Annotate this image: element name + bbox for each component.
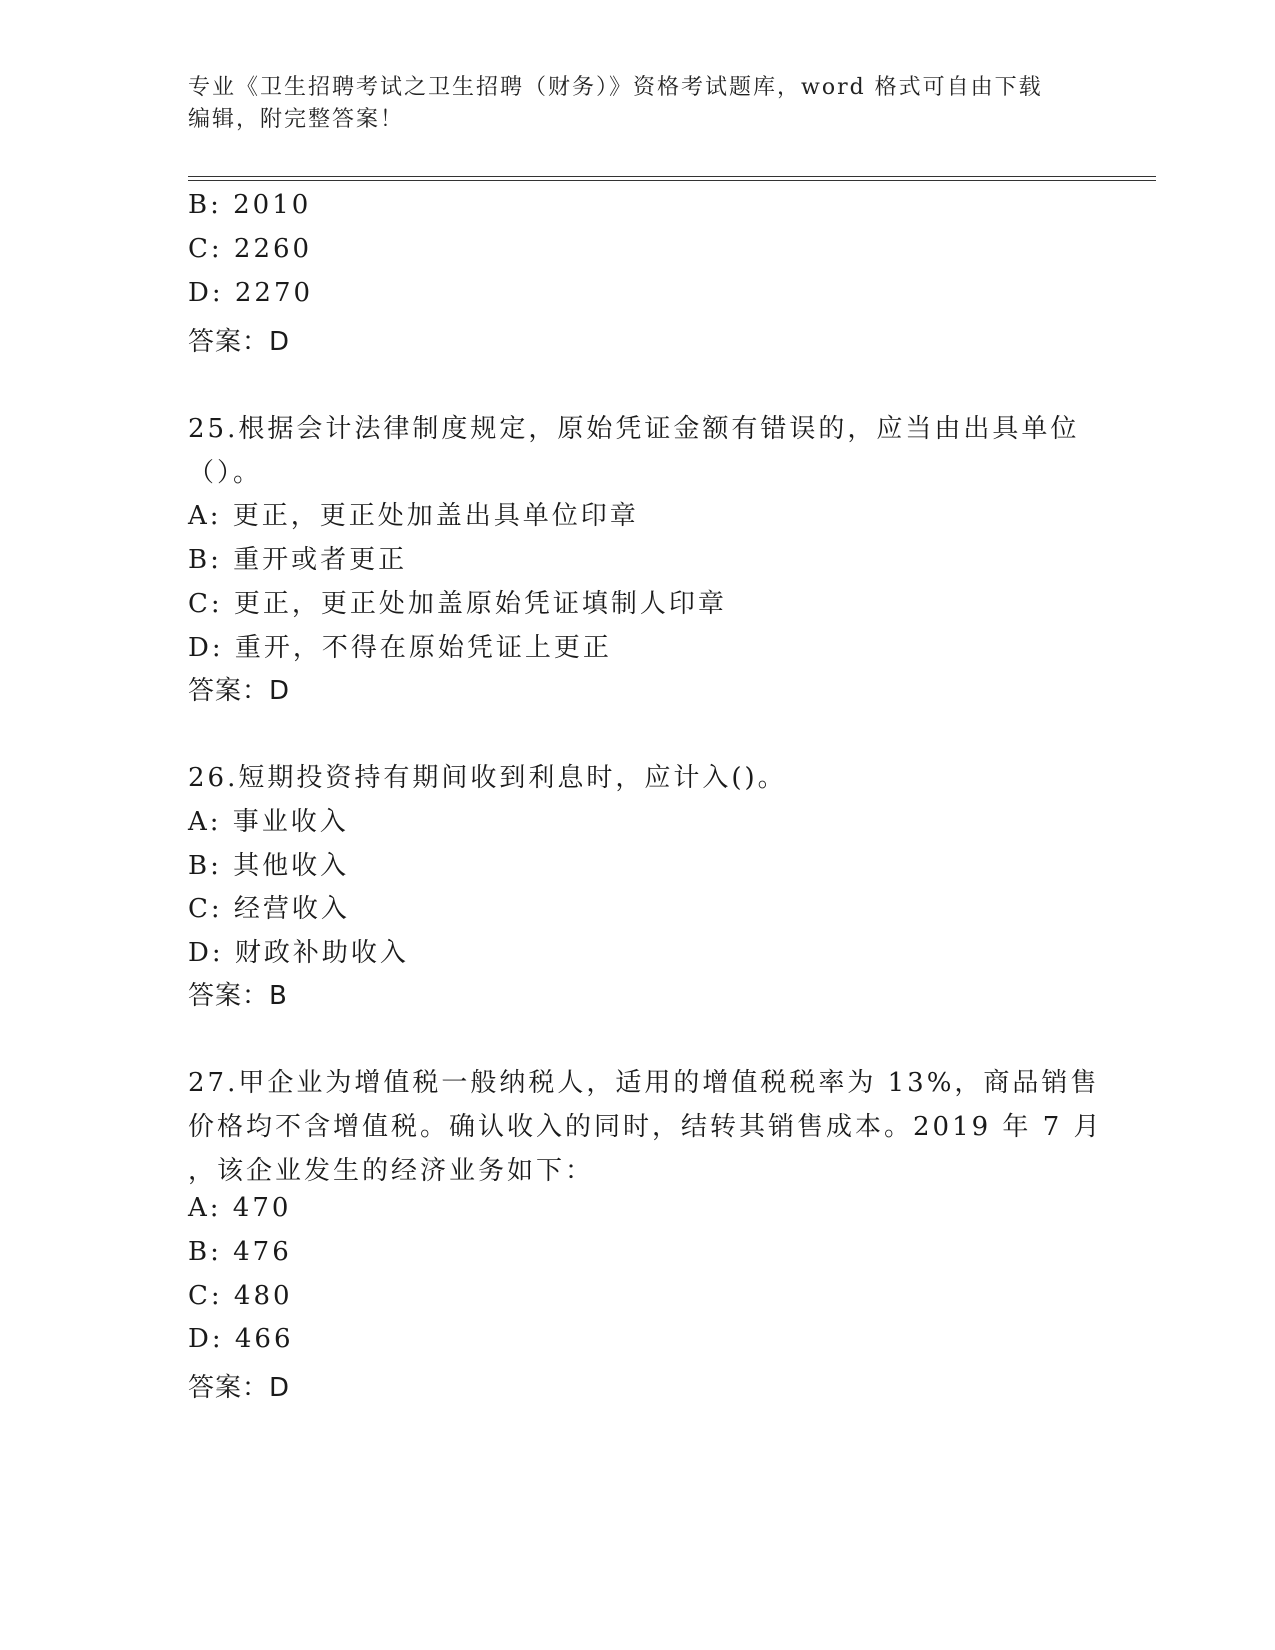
q27-option-d: D: 466 — [188, 1324, 294, 1354]
q24-option-b: B: 2010 — [188, 190, 312, 220]
header-divider — [188, 176, 1156, 181]
q26-stem-line-1: 26.短期投资持有期间收到利息时，应计入()。 — [188, 763, 787, 793]
q24-answer: 答案：D — [188, 327, 291, 357]
q25-stem-line-2: （）。 — [188, 458, 263, 488]
q27-stem-line-1: 27.甲企业为增值税一般纳税人，适用的增值税税率为 13%，商品销售 — [188, 1068, 1100, 1098]
q24-option-d: D: 2270 — [188, 278, 314, 308]
q27-answer: 答案：D — [188, 1373, 291, 1403]
header-line-2: 编辑，附完整答案！ — [188, 107, 405, 132]
header-line-1: 专业《卫生招聘考试之卫生招聘（财务）》资格考试题库，word 格式可自由下载 — [188, 75, 1043, 100]
page-header — [188, 72, 1088, 136]
q25-option-a: A: 更正，更正处加盖出具单位印章 — [188, 501, 639, 531]
q27-option-a: A: 470 — [188, 1193, 292, 1223]
q25-option-d: D: 重开，不得在原始凭证上更正 — [188, 633, 612, 663]
q26-option-d: D: 财政补助收入 — [188, 938, 409, 968]
q26-option-b: B: 其他收入 — [188, 851, 350, 881]
q26-answer: 答案：B — [188, 981, 288, 1011]
q24-option-c: C: 2260 — [188, 234, 313, 264]
q25-option-c: C: 更正，更正处加盖原始凭证填制人印章 — [188, 589, 727, 619]
q27-option-b: B: 476 — [188, 1237, 292, 1267]
q27-stem-line-2: 价格均不含增值税。确认收入的同时，结转其销售成本。2019 年 7 月 — [188, 1112, 1103, 1142]
q25-option-b: B: 重开或者更正 — [188, 545, 408, 575]
q25-answer: 答案：D — [188, 676, 291, 706]
q27-option-c: C: 480 — [188, 1281, 293, 1311]
q26-option-c: C: 经营收入 — [188, 894, 350, 924]
q27-stem-line-3: ，该企业发生的经济业务如下： — [188, 1156, 595, 1186]
q25-stem-line-1: 25.根据会计法律制度规定，原始凭证金额有错误的，应当由出具单位 — [188, 414, 1080, 444]
q26-option-a: A: 事业收入 — [188, 807, 349, 837]
